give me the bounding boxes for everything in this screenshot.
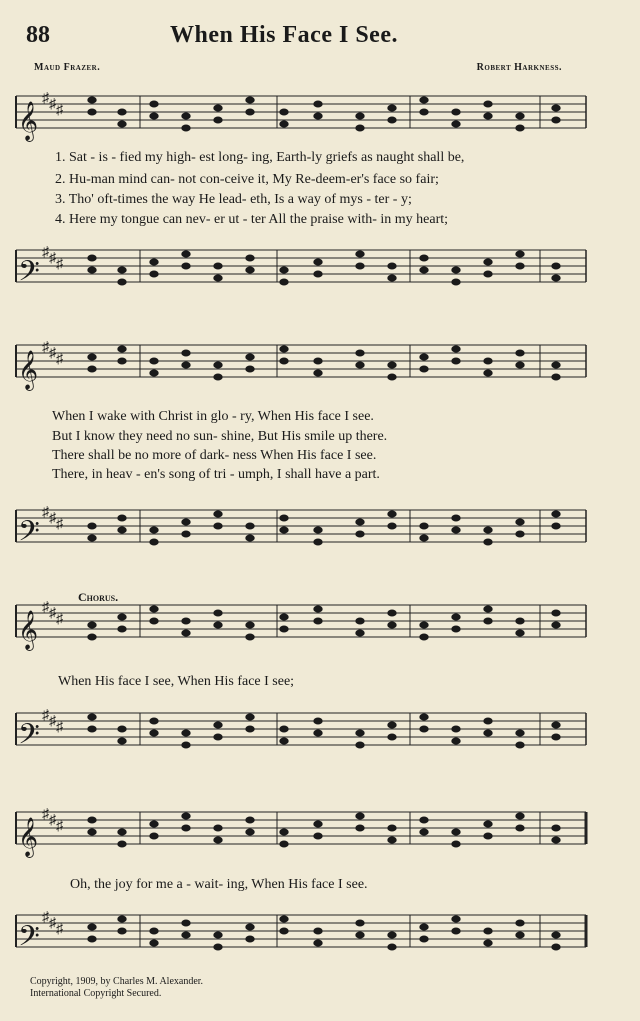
notehead [280,916,288,922]
notehead [420,267,428,273]
notehead [314,101,322,107]
notehead [214,263,222,269]
notehead [388,932,396,938]
notehead [356,932,364,938]
notehead [516,362,524,368]
notehead [388,622,396,628]
notehead [182,519,190,525]
notehead [118,121,126,127]
notehead [420,255,428,261]
notehead [314,271,322,277]
sharp-icon: ♯ [49,511,56,526]
notehead [452,738,460,744]
notehead [516,813,524,819]
sharp-icon: ♯ [49,606,56,621]
copyright-notice: International Copyright Secured. [30,988,162,999]
notehead [280,358,288,364]
notehead [246,109,254,115]
notehead [280,829,288,835]
sharp-icon: ♯ [56,257,63,272]
notehead [246,924,254,930]
verse-line-2-cont: But I know they need no sun- shine, But His smile up there. [52,429,388,444]
notehead [214,825,222,831]
notehead [388,944,396,950]
notehead [246,267,254,273]
notehead [214,837,222,843]
notehead [420,817,428,823]
notehead [420,109,428,115]
notehead [246,829,254,835]
notehead [314,940,322,946]
notehead [246,535,254,541]
notehead [118,527,126,533]
notehead [314,730,322,736]
notehead [516,618,524,624]
sharp-icon: ♯ [42,340,49,355]
sharp-icon: ♯ [49,813,56,828]
notehead [388,117,396,123]
notehead [214,734,222,740]
notehead [314,259,322,265]
notehead [356,825,364,831]
notehead [388,511,396,517]
notehead [118,279,126,285]
notehead [118,614,126,620]
notehead [452,829,460,835]
verse-line-1-cont: When I wake with Christ in glo - ry, When His face I see. [52,409,374,424]
notehead [88,936,96,942]
notehead [246,354,254,360]
notehead [214,374,222,380]
sharp-icon: ♯ [42,600,49,615]
notehead [420,97,428,103]
notehead [150,940,158,946]
sharp-icon: ♯ [56,352,63,367]
notehead [88,817,96,823]
hymn-title: When His Face I See. [170,22,398,48]
bass-clef-icon: 𝄢 [18,255,40,295]
notehead [552,825,560,831]
notehead [356,519,364,525]
notehead [214,722,222,728]
notehead [356,125,364,131]
notehead [88,366,96,372]
sharp-icon: ♯ [56,819,63,834]
verse-line-4: 4. Here my tongue can nev- er ut - ter All the praise with- in my heart; [55,212,449,227]
notehead [150,271,158,277]
notehead [214,362,222,368]
notehead [388,275,396,281]
notehead [356,630,364,636]
notehead [314,370,322,376]
bass-clef-icon: 𝄢 [18,718,40,758]
notehead [452,121,460,127]
verse-line-3-cont: There shall be no more of dark- ness When His face I see. [52,448,377,463]
notehead [150,718,158,724]
notehead [484,271,492,277]
notehead [214,523,222,529]
notehead [552,932,560,938]
notehead [552,722,560,728]
sharp-icon: ♯ [42,910,49,925]
notehead [150,539,158,545]
notehead [484,833,492,839]
notehead [356,362,364,368]
notehead [182,362,190,368]
notehead [452,267,460,273]
chorus-label: Chorus. [78,590,119,604]
notehead [388,722,396,728]
notehead [356,531,364,537]
notehead [516,920,524,926]
notehead [314,358,322,364]
notehead [484,113,492,119]
notehead [246,366,254,372]
notehead [118,109,126,115]
notehead [150,259,158,265]
notehead [484,940,492,946]
notehead [356,113,364,119]
notehead [516,519,524,525]
notehead [452,928,460,934]
notehead [314,618,322,624]
notehead [280,515,288,521]
notehead [314,718,322,724]
notehead [452,614,460,620]
notehead [516,630,524,636]
sharp-icon: ♯ [49,916,56,931]
notehead [182,920,190,926]
notehead [150,113,158,119]
notehead [214,511,222,517]
notehead [88,109,96,115]
verse-line-1: 1. Sat - is - fied my high- est long- ing, Earth-ly griefs as naught shall be, [55,150,465,165]
sharp-icon: ♯ [56,517,63,532]
notehead [280,738,288,744]
notehead [452,916,460,922]
sharp-icon: ♯ [49,97,56,112]
notehead [280,626,288,632]
notehead [420,523,428,529]
notehead [552,610,560,616]
copyright-line: Copyright, 1909, by Charles M. Alexander. [30,976,204,987]
notehead [182,742,190,748]
notehead [388,734,396,740]
treble-clef-icon: 𝄞 [18,101,39,141]
notehead [552,263,560,269]
notehead [388,105,396,111]
notehead [246,936,254,942]
notehead [552,734,560,740]
notehead [182,813,190,819]
notehead [118,358,126,364]
notehead [88,97,96,103]
notehead [280,346,288,352]
notehead [484,606,492,612]
notehead [88,523,96,529]
notehead [246,817,254,823]
sharp-icon: ♯ [42,708,49,723]
notehead [484,101,492,107]
notehead [552,275,560,281]
sharp-icon: ♯ [56,720,63,735]
notehead [118,346,126,352]
notehead [88,726,96,732]
notehead [150,821,158,827]
notehead [88,354,96,360]
notehead [118,626,126,632]
notehead [182,630,190,636]
sharp-icon: ♯ [49,346,56,361]
notehead [280,279,288,285]
bass-clef-icon: 𝄢 [18,515,40,555]
notehead [420,634,428,640]
notehead [516,251,524,257]
notehead [118,515,126,521]
notehead [452,279,460,285]
notehead [280,614,288,620]
notehead [88,829,96,835]
verse-line-2: 2. Hu-man mind can- not con-ceive it, My Re-deem-er's face so fair; [55,172,439,187]
notehead [118,916,126,922]
notehead [182,113,190,119]
treble-clef-icon: 𝄞 [18,817,39,857]
notehead [552,117,560,123]
notehead [484,718,492,724]
notehead [356,263,364,269]
notehead [452,841,460,847]
composer-credit: Robert Harkness. [476,62,562,73]
notehead [280,109,288,115]
notehead [314,539,322,545]
notehead [150,928,158,934]
sharp-icon: ♯ [49,714,56,729]
notehead [314,833,322,839]
notehead [452,626,460,632]
hymn-number: 88 [26,22,50,48]
sharp-icon: ♯ [56,103,63,118]
notehead [552,523,560,529]
notehead [356,350,364,356]
sharp-icon: ♯ [49,251,56,266]
notehead [516,730,524,736]
notehead [182,531,190,537]
notehead [182,730,190,736]
notehead [150,370,158,376]
notehead [246,622,254,628]
sharp-icon: ♯ [42,505,49,520]
notehead [388,610,396,616]
notehead [484,730,492,736]
notehead [280,841,288,847]
notehead [118,267,126,273]
notehead [246,523,254,529]
notehead [452,346,460,352]
notehead [88,924,96,930]
notehead [484,928,492,934]
notehead [214,105,222,111]
notehead [452,109,460,115]
notehead [356,618,364,624]
notehead [246,634,254,640]
notehead [150,101,158,107]
sharp-icon: ♯ [42,807,49,822]
notehead [88,634,96,640]
notehead [314,606,322,612]
notehead [356,813,364,819]
notehead [214,622,222,628]
notehead [246,726,254,732]
notehead [552,944,560,950]
notehead [552,105,560,111]
notehead [118,829,126,835]
notehead [552,362,560,368]
notehead [118,841,126,847]
notehead [552,837,560,843]
notehead [150,730,158,736]
notehead [552,511,560,517]
sharp-icon: ♯ [42,245,49,260]
chorus-lyrics: When His face I see, When His face I see; [58,674,295,689]
notehead [484,618,492,624]
notehead [214,610,222,616]
notehead [452,527,460,533]
notehead [88,622,96,628]
notehead [280,726,288,732]
notehead [420,936,428,942]
notehead [182,263,190,269]
notehead [214,944,222,950]
notehead [388,374,396,380]
notehead [182,251,190,257]
author-credit: Maud Frazer. [34,62,101,73]
bass-clef-icon: 𝄢 [18,920,40,960]
notehead [88,535,96,541]
notehead [484,539,492,545]
notehead [516,932,524,938]
notehead [484,527,492,533]
notehead [280,527,288,533]
notehead [280,267,288,273]
notehead [516,531,524,537]
notehead [88,255,96,261]
notehead [182,825,190,831]
notehead [420,829,428,835]
treble-clef-icon: 𝄞 [18,610,39,650]
notehead [388,263,396,269]
notehead [388,825,396,831]
notehead [420,354,428,360]
notehead [150,527,158,533]
notehead [214,275,222,281]
sharp-icon: ♯ [56,612,63,627]
notehead [150,618,158,624]
notehead [388,523,396,529]
sharp-icon: ♯ [56,922,63,937]
notehead [420,726,428,732]
notehead [314,928,322,934]
notehead [314,113,322,119]
sharp-icon: ♯ [42,91,49,106]
notehead [150,606,158,612]
notehead [214,932,222,938]
notehead [280,928,288,934]
notehead [88,714,96,720]
notehead [484,370,492,376]
verse-line-3: 3. Tho' oft-times the way He lead- eth, Is a way of mys - ter - y; [55,192,412,207]
notehead [552,622,560,628]
notehead [452,515,460,521]
notehead [552,374,560,380]
treble-clef-icon: 𝄞 [18,350,39,390]
notehead [246,255,254,261]
verse-line-4-cont: There, in heav - en's song of tri - umph, I shall have a part. [52,467,380,482]
notehead [118,928,126,934]
notehead [150,358,158,364]
notehead [246,97,254,103]
notehead [516,742,524,748]
notehead [356,920,364,926]
notehead [314,527,322,533]
notehead [182,350,190,356]
notehead [118,738,126,744]
notehead [356,251,364,257]
notehead [420,924,428,930]
notehead [182,932,190,938]
notehead [484,358,492,364]
notehead [182,618,190,624]
final-lyrics: Oh, the joy for me a - wait- ing, When His face I see. [70,877,368,892]
notehead [280,121,288,127]
notehead [452,358,460,364]
notehead [516,125,524,131]
notehead [484,259,492,265]
notehead [420,366,428,372]
notehead [214,117,222,123]
notehead [246,714,254,720]
notehead [516,350,524,356]
notehead [420,714,428,720]
notehead [150,833,158,839]
notehead [88,267,96,273]
notehead [388,837,396,843]
notehead [420,535,428,541]
notehead [182,125,190,131]
notehead [516,113,524,119]
notehead [420,622,428,628]
notehead [388,362,396,368]
notehead [516,263,524,269]
notehead [118,726,126,732]
notehead [356,730,364,736]
notehead [314,821,322,827]
notehead [484,821,492,827]
notehead [452,726,460,732]
notehead [356,742,364,748]
notehead [516,825,524,831]
